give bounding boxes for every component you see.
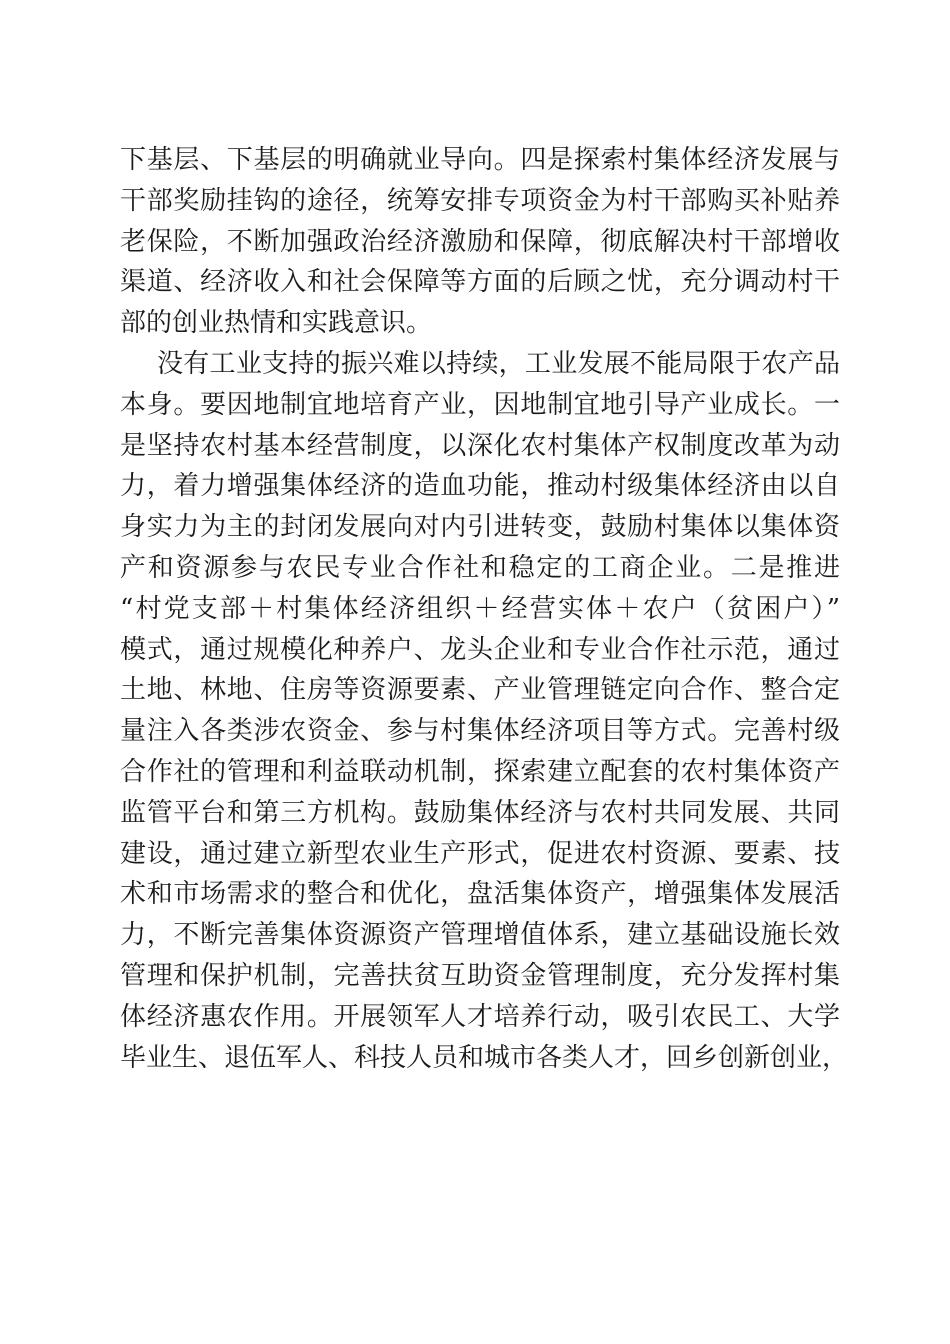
text-line: 下基层、下基层的明确就业导向。四是探索村集体经济发展与 — [120, 145, 840, 175]
text-line: 产和资源参与农民专业合作社和稳定的工商企业。二是推进 — [120, 552, 840, 583]
text-line: 力，着力增强集体经济的造血功能，推动村级集体经济由以自 — [120, 471, 840, 502]
text-line: 量注入各类涉农资金、参与村集体经济项目等方式。完善村级 — [120, 716, 840, 747]
text-line: 合作社的管理和利益联动机制，探索建立配套的农村集体资产 — [120, 756, 840, 787]
text-line: 部的创业热情和实践意识。 — [120, 308, 433, 339]
text-line: 体经济惠农作用。开展领军人才培养行动，吸引农民工、大学 — [120, 1001, 840, 1032]
text-line: 毕业生、退伍军人、科技人员和城市各类人才，回乡创新创业， — [120, 1042, 849, 1073]
text-line: 管理和保护机制，完善扶贫互助资金管理制度，充分发挥村集 — [120, 960, 840, 991]
text-line: 干部奖励挂钩的途径，统筹安排专项资金为村干部购买补贴养 — [120, 185, 840, 216]
text-line: 老保险，不断加强政治经济激励和保障，彻底解决村干部增收 — [120, 226, 840, 257]
text-line: 本身。要因地制宜地培育产业，因地制宜地引导产业成长。一 — [120, 389, 840, 420]
text-line: “村党支部＋村集体经济组织＋经营实体＋农户（贫困户）” — [120, 593, 840, 624]
text-line: 力，不断完善集体资源资产管理增值体系，建立基础设施长效 — [120, 920, 840, 951]
text-line: 身实力为主的封闭发展向对内引进转变，鼓励村集体以集体资 — [120, 512, 840, 543]
text-line: 监管平台和第三方机构。鼓励集体经济与农村共同发展、共同 — [120, 797, 840, 828]
body-text — [120, 140, 849, 1078]
text-line: 术和市场需求的整合和优化，盘活集体资产，增强集体发展活 — [120, 879, 840, 910]
text-line: 渠道、经济收入和社会保障等方面的后顾之忧，充分调动村干 — [120, 267, 840, 298]
text-line: 是坚持农村基本经营制度，以深化农村集体产权制度改革为动 — [120, 430, 840, 461]
paragraph-first-line: 没有工业支持的振兴难以持续，工业发展不能局限于农产品 — [157, 348, 840, 379]
text-line: 模式，通过规模化种养户、龙头企业和专业合作社示范，通过 — [120, 634, 840, 665]
text-line: 土地、林地、住房等资源要素、产业管理链定向合作、整合定 — [120, 675, 840, 706]
text-line: 建设，通过建立新型农业生产形式，促进农村资源、要素、技 — [120, 838, 840, 869]
